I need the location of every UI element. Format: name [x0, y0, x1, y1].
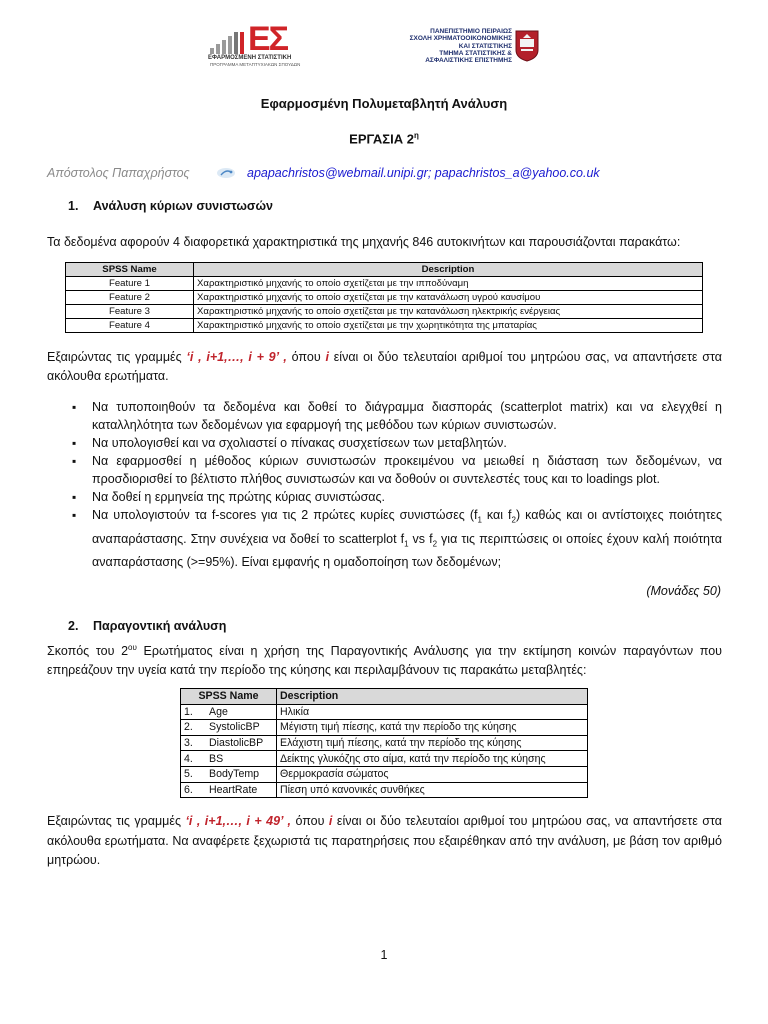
- variables-table: [180, 688, 588, 798]
- table-header: Description: [194, 263, 703, 277]
- table-header: SPSS Name: [66, 263, 194, 277]
- section1-intro: Τα δεδομένα αφορούν 4 διαφορετικά χαρακτηριστικά της μηχανής 846 αυτοκινήτων και παρουσιάζονται παρακάτω:: [47, 235, 681, 249]
- table-row: 4. BS Δείκτης γλυκόζης στο αίμα, κατά την περίοδο της κύησης: [181, 751, 588, 767]
- list-item: ▪ Να εφαρμοσθεί η μέθοδος κύριων συνιστωσών προκειμένου να μειωθεί η διάσταση των δεδομένων, να προσδιορισθεί το βέλτιστο πλήθος συνιστωσών και να δοθούν οι συντελεστές τους και το loadings plot.: [72, 452, 722, 488]
- features-table: [65, 262, 703, 333]
- list-item: ▪ Να τυποποιηθούν τα δεδομένα και δοθεί το διάγραμμα διασποράς (scatterplot matrix) και να ελεγχθεί η καταλληλότητα των δεδομένων για εφαρμογή της μεθόδου των κύριων συνιστωσών.: [72, 398, 722, 434]
- section2-number: 2.: [68, 619, 79, 633]
- table-row: Feature 1 Χαρακτηριστικό μηχανής το οποίο σχετίζεται με την ιπποδύναμη: [66, 277, 703, 291]
- document-title: Εφαρμοσμένη Πολυμεταβλητή Ανάλυση: [260, 96, 508, 111]
- author-name: Απόστολος Παπαχρήστος: [47, 166, 190, 180]
- table-header: Description: [277, 689, 588, 705]
- table-row: Feature 2 Χαρακτηριστικό μηχανής το οποίο σχετίζεται με την κατανάλωση υγρού καυσίμου: [66, 291, 703, 305]
- table-header: SPSS Name: [181, 689, 277, 705]
- table-row: 2. SystolicBP Μέγιστη τιμή πίεσης, κατά την περίοδο της κύησης: [181, 720, 588, 736]
- table-row: 3. DiastolicBP Ελάχιστη τιμή πίεσης, κατά την περίοδο της κύησης: [181, 735, 588, 751]
- list-item: ▪ Να υπολογιστούν τα f-scores για τις 2 πρώτες κυρίες συνιστώσες ($f_1$ και $f_2$) καθώς και οι αντίστοιχες ποιότητες αναπαράστασης. Στην συνέχεια να δοθεί το scatterplot $f_1$ vs $f_2$ για τις περιπτώσεις οι οποίες έχουν καλή ποιότητα αναπαράστασης (>=95%). Είναι εμφανής η ομαδοποίηση των δεδομένων;: [72, 506, 722, 571]
- section2-heading: Παραγοντική ανάλυση: [93, 619, 227, 633]
- logo-program: ΠΡΟΓΡΑΜΜΑ ΜΕΤΑΠΤΥΧΙΑΚΩΝ ΣΠΟΥΔΩΝ: [210, 62, 301, 67]
- section1-points: (Μονάδες 50): [646, 584, 721, 598]
- assignment-title: ΕΡΓΑΣΙΑ $2^\eta$: [349, 131, 419, 147]
- logo-subtitle: ΕΦΑΡΜΟΣΜΕΝΗ ΣΤΑΤΙΣΤΙΚΗ: [208, 55, 292, 61]
- section1-question-list: [72, 398, 722, 571]
- email-icon: [216, 166, 236, 180]
- bar-chart-icon: [208, 32, 248, 54]
- table-row: Feature 4 Χαρακτηριστικό μηχανής το οποίο σχετίζεται με την χωρητικότητα της μπαταρίας: [66, 319, 703, 333]
- table-row: 5. BodyTemp Θερμοκρασία σώματος: [181, 766, 588, 782]
- email-links[interactable]: apapachristos@webmail.unipi.gr; papachristos_a@yahoo.co.uk: [247, 166, 600, 180]
- applied-statistics-logo: [208, 20, 308, 67]
- section2-instructions: Εξαιρώντας τις γραμμές ‘i , i+1,…, i + 49’ , όπου i είναι οι δύο τελευταίοι αριθμοί του μητρώου σας, να απαντήσετε στα ακόλουθα ερωτήματα. Να αναφέρετε ξεχωριστά τις παρατηρήσεις που εξαιρέθηκαν από την ανάλυση, με βάση τον αριθμό μητρώου.: [47, 814, 722, 867]
- section2-intro: Σκοπός του $2^{o\upsilon}$ Ερωτήματος είναι η χρήση της Παραγοντικής Ανάλυσης για την εκτίμηση κοινών παραγόντων που επηρεάζουν την υγεία κατά την περίοδο της κύησης και περιλαμβάνουν τις παρακάτω μεταβλητές:: [47, 643, 722, 678]
- university-logo-text: ΠΑΝΕΠΙΣΤΗΜΙΟ ΠΕΙΡΑΙΩΣ ΣΧΟΛΗ ΧΡΗΜΑΤΟΟΙΚΟΝΟΜΙΚΗΣ ΚΑΙ ΣΤΑΤΙΣΤΙΚΗΣ ΤΜΗΜΑ ΣΤΑΤΙΣΤΙΚΗΣ & ΑΣΦΑΛΙΣΤΙΚΗΣ ΕΠΙΣΤΗΜΗΣ: [409, 28, 512, 65]
- logo-mark: ΕΣ: [248, 20, 288, 58]
- section1-instructions: Εξαιρώντας τις γραμμές ‘i , i+1,…, i + 9’ , όπου i είναι οι δύο τελευταίοι αριθμοί του μητρώου σας, να απαντήσετε στα ακόλουθα ερωτήματα.: [47, 350, 722, 383]
- table-row: 6. HeartRate Πίεση υπό κανονικές συνθήκες: [181, 782, 588, 798]
- section1-number: 1.: [68, 199, 79, 213]
- list-item: ▪ Να υπολογισθεί και να σχολιαστεί ο πίνακας συσχετίσεων των μεταβλητών.: [72, 434, 722, 452]
- page-number: 1: [380, 948, 388, 962]
- list-item: ▪ Να δοθεί η ερμηνεία της πρώτης κύριας συνιστώσας.: [72, 488, 722, 506]
- table-row: 1. Age Ηλικία: [181, 704, 588, 720]
- table-row: Feature 3 Χαρακτηριστικό μηχανής το οποίο σχετίζεται με την κατανάλωση ηλεκτρικής ενέργειας: [66, 305, 703, 319]
- university-crest-icon: [515, 30, 539, 62]
- section1-heading: Ανάλυση κύριων συνιστωσών: [93, 199, 273, 213]
